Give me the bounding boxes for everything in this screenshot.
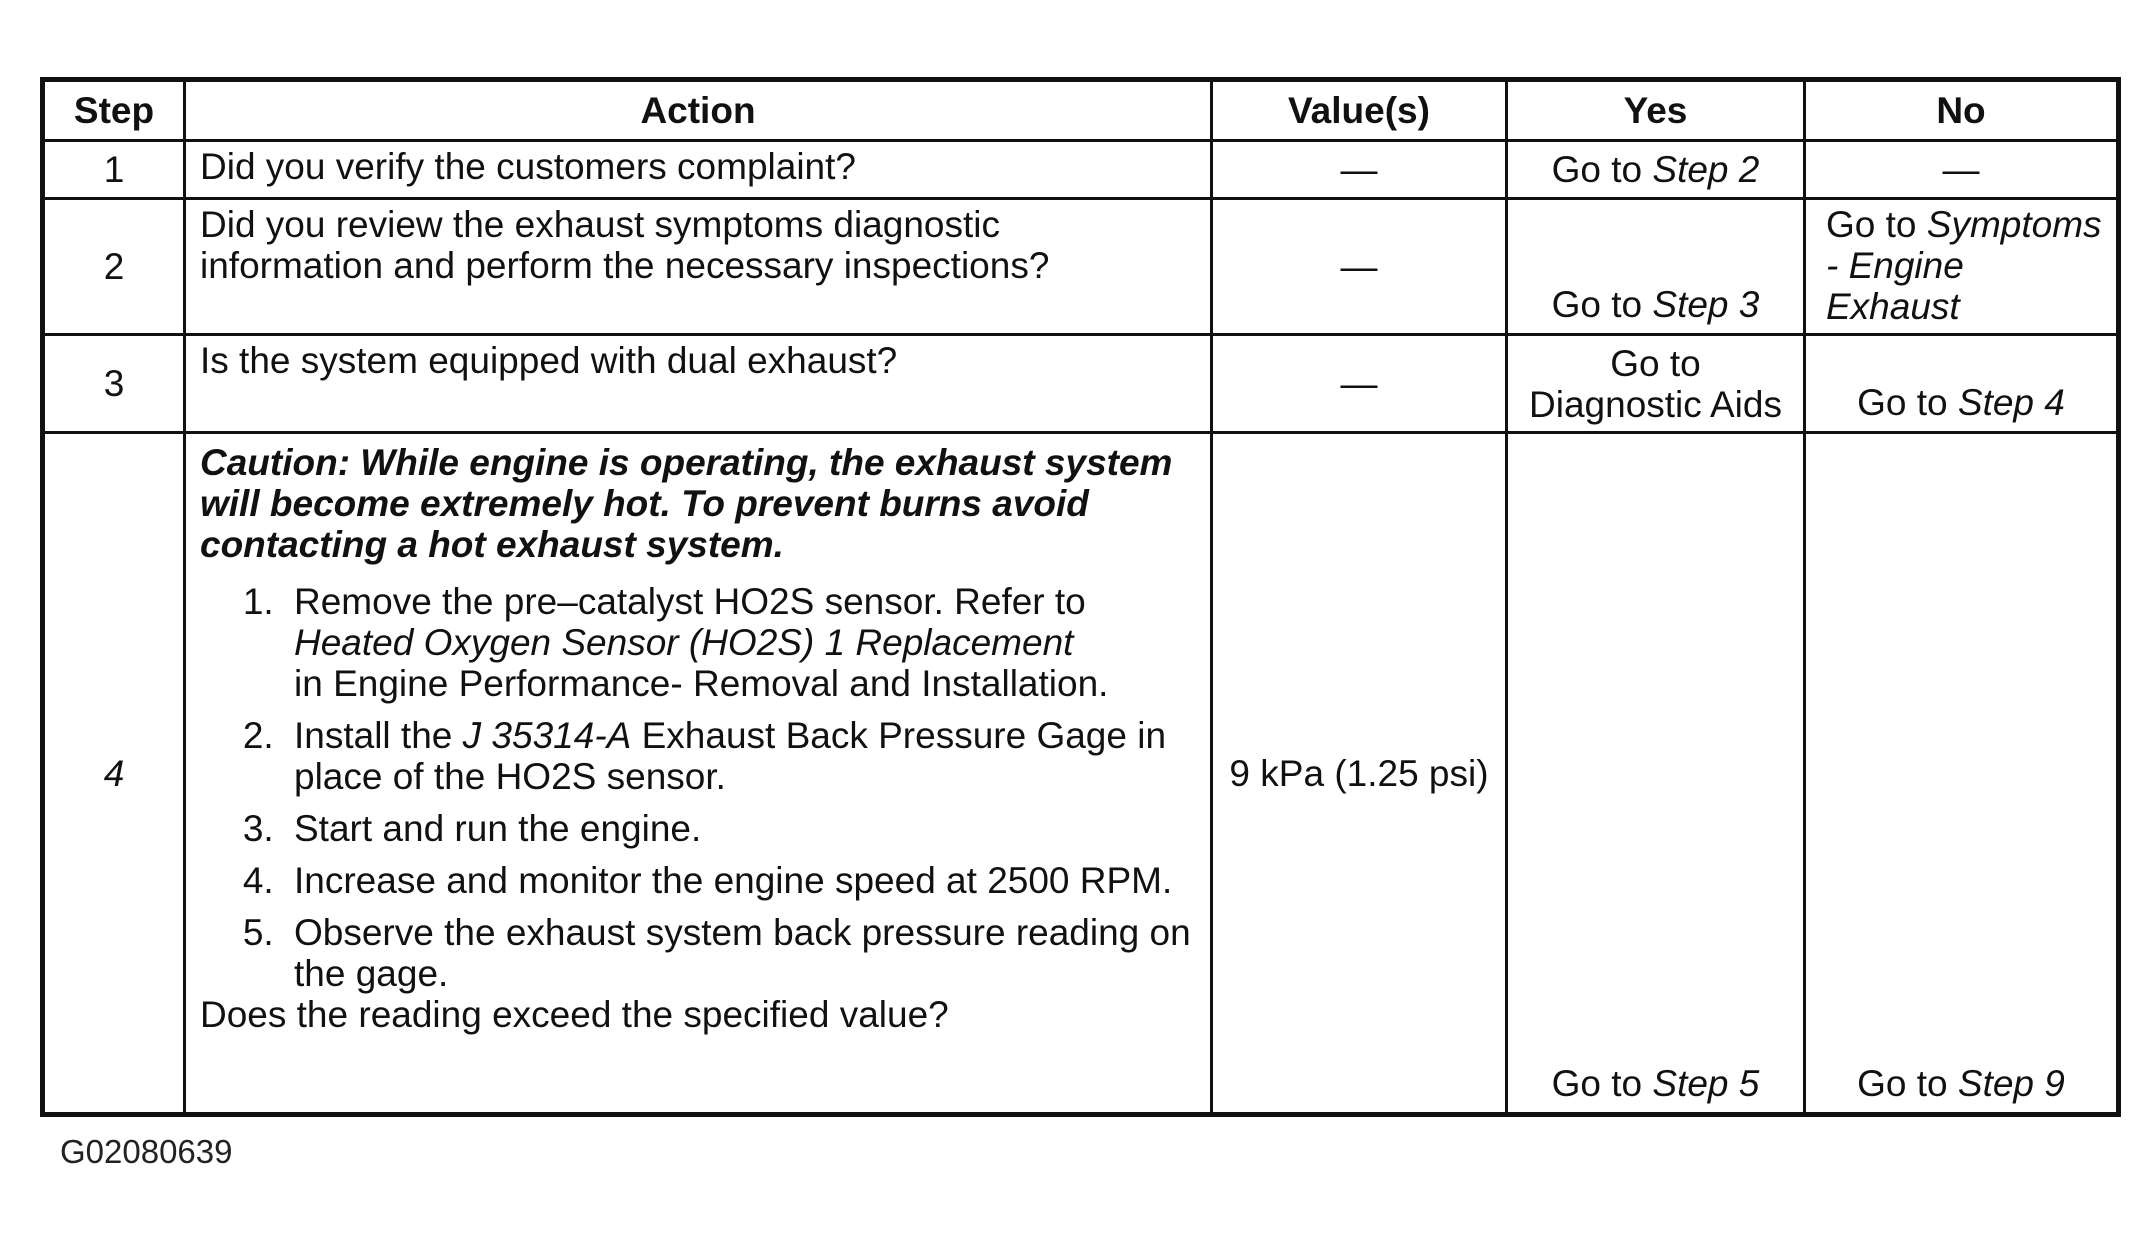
question-text: Does the reading exceed the specified value? bbox=[200, 994, 949, 1035]
table-row bbox=[43, 199, 2119, 335]
action-text: Did you verify the customers complaint? bbox=[185, 141, 1212, 199]
no-line bbox=[1826, 204, 2102, 245]
no-cell bbox=[1805, 335, 2119, 433]
no-prefix: Go to bbox=[1826, 204, 1927, 245]
caution-line: contacting a hot exhaust system. bbox=[200, 524, 784, 565]
substep-item bbox=[284, 860, 1196, 901]
yes-prefix: Go to bbox=[1551, 1063, 1653, 1104]
header-action: Action bbox=[185, 80, 1212, 141]
action-line: Did you review the exhaust symptoms diagnostic bbox=[200, 204, 1000, 245]
no-prefix: Go to bbox=[1857, 382, 1958, 423]
no-target-link: Symptoms bbox=[1926, 204, 2102, 245]
yes-cell bbox=[1507, 433, 1805, 1115]
tool-reference: J 35314-A bbox=[462, 715, 632, 756]
yes-cell bbox=[1507, 141, 1805, 199]
caution-line: Caution: While engine is operating, the exhaust system bbox=[200, 442, 1173, 483]
value-cell: — bbox=[1212, 141, 1507, 199]
procedure-reference-link: Heated Oxygen Sensor (HO2S) 1 Replacement bbox=[294, 622, 1074, 663]
substep-list bbox=[200, 581, 1196, 994]
step-number: 3 bbox=[43, 335, 185, 433]
yes-cell bbox=[1507, 335, 1805, 433]
yes-cell bbox=[1507, 199, 1805, 335]
table-row bbox=[43, 335, 2119, 433]
no-prefix: Go to bbox=[1857, 1063, 1958, 1104]
action-text: Is the system equipped with dual exhaust? bbox=[185, 335, 1212, 433]
substep-line: the gage. bbox=[294, 953, 449, 994]
no-target-link: - Engine Exhaust bbox=[1826, 245, 1964, 327]
value-cell: — bbox=[1212, 199, 1507, 335]
step-number: 2 bbox=[43, 199, 185, 335]
step-number-italic: 4 bbox=[103, 752, 125, 794]
substep-line: 4. Increase and monitor the engine speed at 2500 RPM. bbox=[294, 860, 1173, 901]
figure-id-label: G02080639 bbox=[60, 1133, 233, 1170]
substep-line bbox=[294, 715, 1196, 756]
yes-target-link: Step 2 bbox=[1652, 149, 1760, 190]
step-number bbox=[43, 433, 185, 1115]
no-target-link: Step 4 bbox=[1957, 382, 2065, 423]
header-row bbox=[43, 80, 2119, 141]
step-number: 1 bbox=[43, 141, 185, 199]
substep-item bbox=[284, 581, 1196, 704]
substep-line: 5. Observe the exhaust system back pressure reading on bbox=[294, 912, 1191, 953]
header-no: No bbox=[1805, 80, 2119, 141]
yes-target-link: Step 3 bbox=[1652, 284, 1760, 325]
no-cell bbox=[1805, 433, 2119, 1115]
yes-prefix: Go to bbox=[1551, 284, 1653, 325]
value-cell: 9 kPa (1.25 psi) bbox=[1212, 433, 1507, 1115]
action-text bbox=[185, 433, 1212, 1115]
action-line: information and perform the necessary inspections? bbox=[200, 245, 1050, 286]
substep-item bbox=[284, 715, 1196, 797]
substep-item bbox=[284, 912, 1196, 994]
action-text bbox=[185, 199, 1212, 335]
header-yes: Yes bbox=[1507, 80, 1805, 141]
yes-target-link: Step 5 bbox=[1652, 1063, 1760, 1104]
caution-note bbox=[200, 442, 1196, 565]
yes-prefix: Go to bbox=[1551, 149, 1653, 190]
table-row bbox=[43, 433, 2119, 1115]
no-cell: — bbox=[1805, 141, 2119, 199]
header-values: Value(s) bbox=[1212, 80, 1507, 141]
table-row bbox=[43, 141, 2119, 199]
no-line bbox=[1826, 245, 2102, 327]
substep-item bbox=[284, 808, 1196, 849]
no-target-link: Step 9 bbox=[1957, 1063, 2065, 1104]
caution-line: will become extremely hot. To prevent burns avoid bbox=[200, 483, 1089, 524]
yes-line: Diagnostic Aids bbox=[1529, 383, 1782, 425]
no-cell bbox=[1805, 199, 2119, 335]
substep-text: Install the bbox=[294, 715, 463, 756]
substep-text: Exhaust Back Pressure Gage in bbox=[631, 715, 1167, 756]
substep-line: place of the HO2S sensor. bbox=[294, 756, 726, 797]
substep-line: 3. Start and run the engine. bbox=[294, 808, 702, 849]
substep-line: 1. Remove the pre–catalyst HO2S sensor. Refer to bbox=[294, 581, 1086, 622]
header-step: Step bbox=[43, 80, 185, 141]
diagnostic-table bbox=[40, 77, 2121, 1117]
substep-line: in Engine Performance- Removal and Installation. bbox=[294, 663, 1109, 704]
value-cell: — bbox=[1212, 335, 1507, 433]
yes-line: Go to bbox=[1610, 342, 1701, 384]
substep-line bbox=[294, 622, 1196, 663]
